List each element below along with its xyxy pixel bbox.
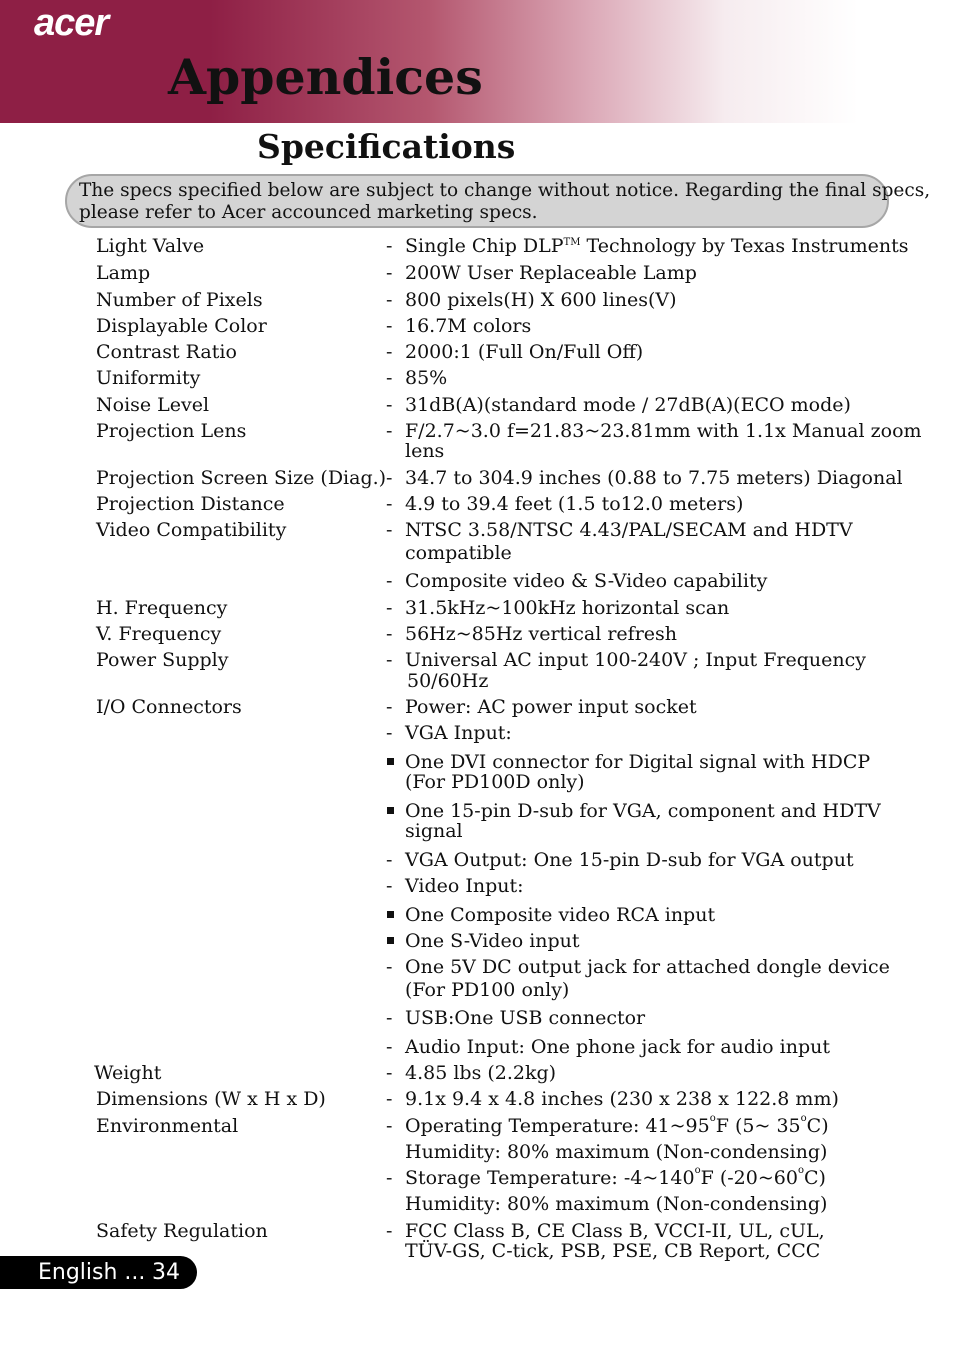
spec-label-environmental: Environmental [96,1115,239,1137]
dash-marker: - [386,875,393,897]
dash-marker: - [386,262,393,284]
spec-label-lamp: Lamp [96,262,151,284]
spec-value-power-cont: 50/60Hz [407,670,489,692]
dash-marker: - [386,623,393,645]
spec-label-light-valve: Light Valve [96,235,205,257]
dash-marker: - [386,493,393,515]
spec-label-lens: Projection Lens [96,420,247,442]
spec-value-uniformity: 85% [405,367,448,389]
spec-value-storage-humidity: Humidity: 80% maximum (Non-condensing) [405,1193,828,1215]
dash-marker: - [386,849,393,871]
dash-marker: - [386,1036,393,1058]
spec-value-io-vga-out: VGA Output: One 15-pin D-sub for VGA output [405,849,854,871]
spec-value-io-dvi: One DVI connector for Digital signal with HDCP [405,751,871,773]
spec-value-noise: 31dB(A)(standard mode / 27dB(A)(ECO mode) [405,394,851,416]
spec-value-screen-size: 34.7 to 304.9 inches (0.88 to 7.75 meters) Diagonal [405,467,903,489]
dash-marker: - [386,1167,393,1189]
spec-value-io-vga-in: VGA Input: [405,722,512,744]
dash-marker: - [386,1220,393,1242]
spec-label-screen-size: Projection Screen Size (Diag.) [96,467,387,489]
spec-label-power: Power Supply [96,649,229,671]
dash-marker: - [386,1007,393,1029]
spec-value-weight: 4.85 lbs (2.2kg) [405,1062,557,1084]
spec-label-hfreq: H. Frequency [96,597,228,619]
spec-label-dimensions: Dimensions (W x H x D) [96,1088,326,1110]
spec-value-lens: F/2.7~3.0 f=21.83~23.81mm with 1.1x Manual zoom [405,420,922,442]
bullet-square [387,937,394,944]
spec-value-dimensions: 9.1x 9.4 x 4.8 inches (230 x 238 x 122.8 mm) [405,1088,839,1110]
bullet-square [387,807,394,814]
degree-mark: o [800,1113,807,1124]
spec-label-uniformity: Uniformity [96,367,201,389]
chapter-title: Appendices [168,48,483,106]
spec-value-video: NTSC 3.58/NTSC 4.43/PAL/SECAM and HDTV [405,519,853,541]
spec-label-io: I/O Connectors [96,696,242,718]
spec-value-io-audio: Audio Input: One phone jack for audio input [405,1036,830,1058]
spec-value-vfreq: 56Hz~85Hz vertical refresh [405,623,678,645]
dash-marker: - [386,315,393,337]
notice-line: The specs specified below are subject to change without notice. Regarding the final specs, [79,180,931,201]
page-number: 34 [152,1260,180,1285]
header-banner [0,0,954,123]
spec-value-io-dsub: One 15-pin D-sub for VGA, component and HDTV [405,800,881,822]
spec-value-safety: FCC Class B, CE Class B, VCCI-II, UL, cUL, [405,1220,825,1242]
spec-value-power: Universal AC input 100-240V ; Input Frequency [405,649,867,671]
dash-marker: - [386,341,393,363]
spec-value-light-valve: Single Chip DLP™ Technology by Texas Instruments [405,235,909,257]
spec-value-io-usb: USB:One USB connector [405,1007,646,1029]
spec-value-io-dvi-cont: (For PD100D only) [405,771,585,793]
spec-value-video-composite: Composite video & S-Video capability [405,570,768,592]
spec-label-pixels: Number of Pixels [96,289,263,311]
spec-value-io-dsub-cont: signal [405,820,463,842]
notice-box [65,174,931,228]
spec-value-contrast: 2000:1 (Full On/Full Off) [405,341,644,363]
spec-label-video: Video Compatibility [96,519,287,541]
dash-marker: - [386,394,393,416]
degree-mark: o [797,1165,804,1176]
spec-label-distance: Projection Distance [96,493,285,515]
spec-value-pixels: 800 pixels(H) X 600 lines(V) [405,289,677,311]
dash-marker: - [386,289,393,311]
dash-marker: - [386,956,393,978]
spec-value-operating-temp: Operating Temperature: 41~95$^o$F (5~ 35$^o$C) [405,1113,829,1137]
spec-value-io-svideo: One S-Video input [405,930,580,952]
bullet-square [387,911,394,918]
spec-value-operating-humidity: Humidity: 80% maximum (Non-condensing) [405,1141,828,1163]
spec-value-lamp: 200W User Replaceable Lamp [405,262,697,284]
dash-marker: - [386,597,393,619]
spec-label-vfreq: V. Frequency [96,623,222,645]
dash-marker: - [386,1088,393,1110]
spec-value-safety-cont: TÜV-GS, C-tick, PSB, PSE, CB Report, CCC [405,1240,821,1262]
dash-marker: - [386,235,393,257]
acer-logo: acer [34,2,109,44]
dash-marker: - [386,570,393,592]
spec-value-storage-temp: Storage Temperature: -4~140$^o$F (-20~60$^o$C) [405,1165,826,1189]
notice-line: please refer to Acer accounced marketing specs. [79,202,538,223]
spec-value-io-power: Power: AC power input socket [405,696,697,718]
spec-value-io-dc-cont: (For PD100 only) [405,979,570,1001]
spec-value-io-video-in: Video Input: [405,875,524,897]
spec-label-contrast: Contrast Ratio [96,341,237,363]
section-title: Specifications [257,127,516,166]
dash-marker: - [386,696,393,718]
dash-marker: - [386,649,393,671]
spec-label-noise: Noise Level [96,394,210,416]
page-footer [0,1256,197,1289]
spec-value-io-composite: One Composite video RCA input [405,904,716,926]
spec-label-safety: Safety Regulation [96,1220,268,1242]
dash-marker: - [386,722,393,744]
spec-value-hfreq: 31.5kHz~100kHz horizontal scan [405,597,730,619]
spec-value-lens-cont: lens [405,440,445,462]
dash-marker: - [386,1115,393,1137]
trademark-mark: TM [563,237,581,248]
dash-marker: - [386,367,393,389]
footer-language: English ... [38,1260,146,1285]
spec-value-color: 16.7M colors [405,315,532,337]
spec-label-color: Displayable Color [96,315,267,337]
bullet-square [387,758,394,765]
spec-value-distance: 4.9 to 39.4 feet (1.5 to12.0 meters) [405,493,744,515]
dash-marker: - [386,467,393,489]
dash-marker: - [386,420,393,442]
dash-marker: - [386,1062,393,1084]
dash-marker: - [386,519,393,541]
spec-label-weight: Weight [94,1062,162,1084]
spec-value-io-dc: One 5V DC output jack for attached dongle device [405,956,890,978]
spec-value-video-cont: compatible [405,542,512,564]
degree-mark: o [709,1113,716,1124]
degree-mark: o [694,1165,701,1176]
